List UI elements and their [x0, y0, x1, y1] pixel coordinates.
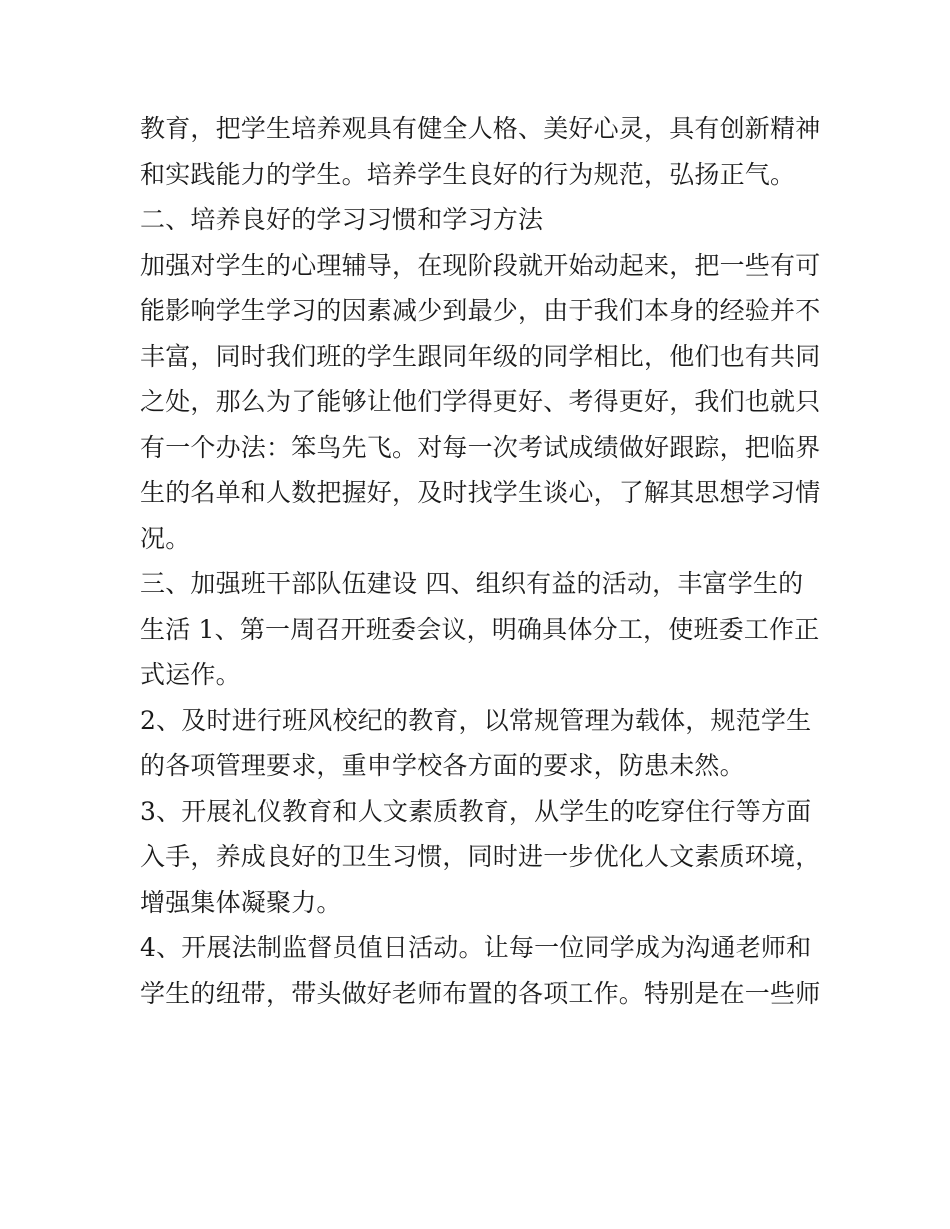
section-heading: 三、加强班干部队伍建设 四、组织有益的活动，丰富学生的 — [140, 569, 804, 598]
list-item: 2、及时进行班风校纪的教育，以常规管理为载体，规范学生 — [140, 705, 812, 735]
list-item: 4、开展法制监督员值日活动。让每一位同学成为沟通老师和 — [140, 933, 812, 962]
text-line: 和实践能力的学生。培养学生良好的行为规范，弘扬正气。 — [140, 159, 796, 189]
text-line: 加强对学生的心理辅导，在现阶段就开始动起来，把一些有可 — [140, 250, 821, 280]
text-line: 入手，养成良好的卫生习惯，同时进一步优化人文素质环境， — [140, 842, 821, 871]
text-line: 况。 — [140, 523, 191, 553]
text-line: 学生的纽带，带头做好老师布置的各项工作。特别是在一些师 — [140, 978, 821, 1008]
list-item: 3、开展礼仪教育和人文素质教育，从学生的吃穿住行等方面 — [140, 796, 812, 826]
section-heading: 二、培养良好的学习习惯和学习方法 — [140, 205, 544, 234]
text-line: 增强集体凝聚力。 — [140, 887, 342, 917]
text-line: 的各项管理要求，重申学校各方面的要求，防患未然。 — [140, 751, 745, 780]
text-line: 教育，把学生培养观具有健全人格、美好心灵，具有创新精神 — [140, 114, 821, 143]
text-line: 丰富，同时我们班的学生跟同年级的同学相比，他们也有共同 — [140, 341, 821, 371]
text-line: 生的名单和人数把握好，及时找学生谈心，了解其思想学习情 — [140, 478, 821, 507]
text-line: 有一个办法：笨鸟先飞。对每一次考试成绩做好跟踪，把临界 — [140, 432, 821, 462]
text-line: 生活 1、第一周召开班委会议，明确具体分工，使班委工作正 — [140, 614, 820, 644]
text-line: 式运作。 — [140, 660, 241, 689]
text-line: 之处，那么为了能够让他们学得更好、考得更好，我们也就只 — [140, 387, 821, 416]
text-line: 能影响学生学习的因素减少到最少，由于我们本身的经验并不 — [140, 296, 821, 325]
document-body — [140, 106, 830, 1016]
